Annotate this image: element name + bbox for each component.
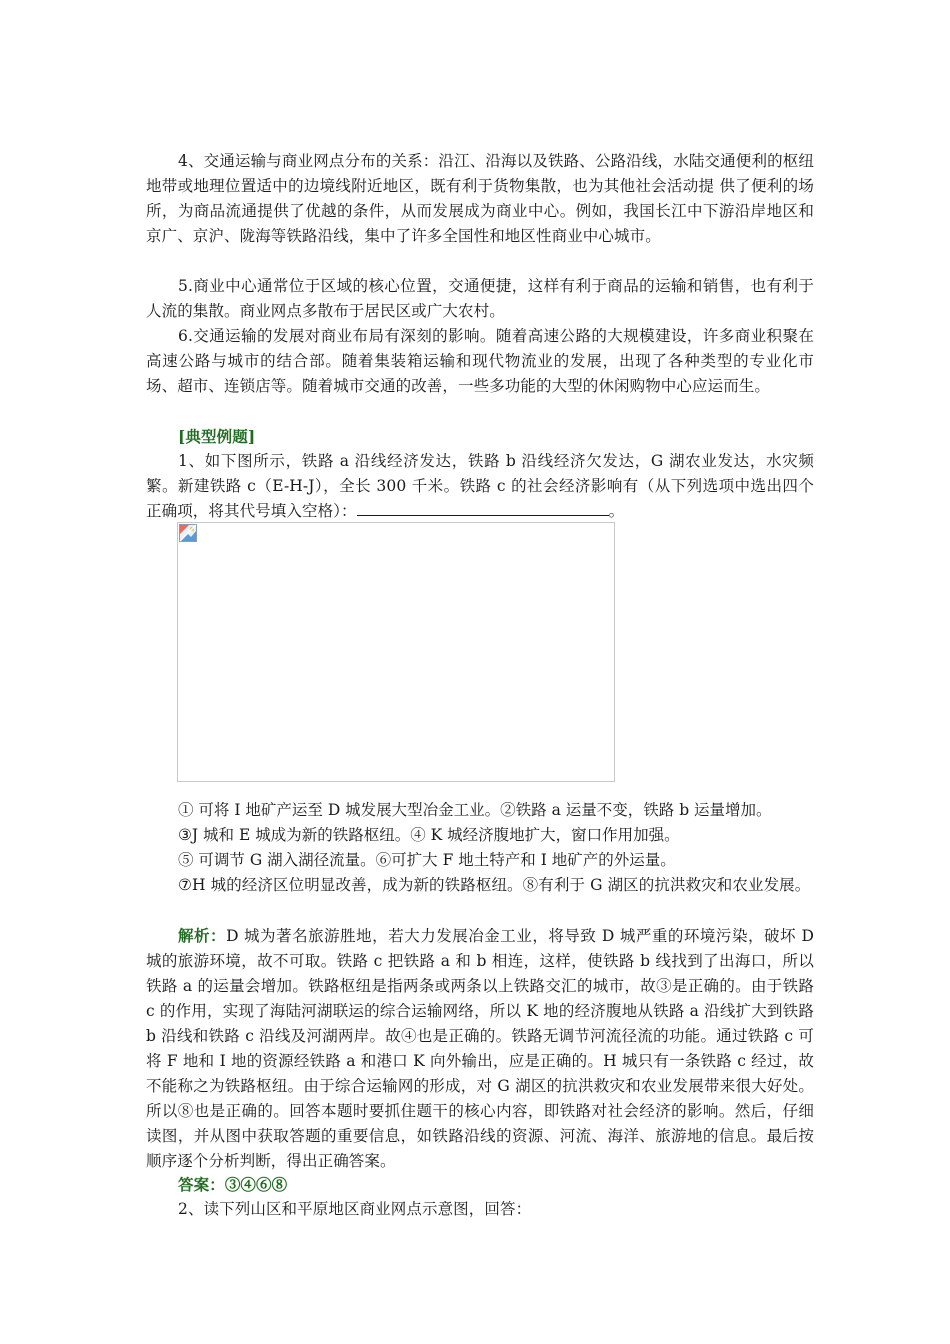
section-heading: [典型例题]: [178, 427, 256, 446]
option-line-3: ⑤ 可调节 G 湖入湖径流量。⑥可扩大 F 地土特产和 I 地矿产的外运量。: [178, 851, 676, 869]
answer-line: [146, 1172, 814, 1198]
figure-image-placeholder: [177, 522, 615, 782]
answer-label: 答案：: [178, 1175, 225, 1194]
answer-blank: [357, 501, 609, 516]
question-2-text: 2、读下列山区和平原地区商业网点示意图，回答：: [178, 1200, 532, 1218]
broken-image-icon: [179, 524, 197, 542]
analysis-text: D 城为著名旅游胜地，若大力发展冶金工业，将导致 D 城严重的环境污染，破坏 D 城的旅游环境，故不可取。铁路 c 把铁路 a 和 b 相连，这样，使铁路 b 线找到了出海口，所以铁路 a 的运量会增加。铁路枢纽是指两条或两条以上铁路交汇的城市，故③是正确的。由于铁路 c 的作用，实现了海陆河湖联运的综合运输网络，所以 K 地的经济腹地从铁路 a 沿线扩大到铁路 b 沿线和铁路 c 沿线及河湖两岸。故④也是正确的。铁路无调节河流径流的功能。通过铁路 c 可将 F 地和 I 地的资源经铁路 a 和港口 K 向外输出，应是正确的。H 城只有一条铁路 c 经过，故不能称之为铁路枢纽。由于综合运输网的形成，对 G 湖区的抗洪救灾和农业发展带来很大好处。所以⑧也是正确的。回答本题时要抓住题干的核心内容，即铁路对社会经济的影响。然后，仔细读图，并从图中获取答题的重要信息，如铁路沿线的资源、河流、海洋、旅游地的信息。最后按顺序逐个分析判断，得出正确答案。: [146, 927, 814, 1170]
paragraph-4: 4、交通运输与商业网点分布的关系：沿江、沿海以及铁路、公路沿线，水陆交通便利的枢纽地带或地理位置适中的边境线附近地区，既有利于货物集散，也为其他社会活动提 供了便利的场所，为商品流通提供了优越的条件，从而发展成为商业中心。例如，我国长江中下游沿岸地区和京广、京沪、陇海等铁路沿线，集中了许多全国性和地区性商业中心城市。: [146, 152, 814, 245]
paragraph-6: 6.交通运输的发展对商业布局有深刻的影响。随着高速公路的大规模建设，许多商业积聚在高速公路与城市的结合部。随着集装箱运输和现代物流业的发展，出现了各种类型的专业化市场、超市、连锁店等。随着城市交通的改善，一些多功能的大型的休闲购物中心应运而生。: [146, 327, 814, 395]
question-1-text: [146, 449, 814, 524]
question-1-end: 。: [608, 502, 625, 520]
option-line-1: ① 可将 I 地矿产运至 D 城发展大型冶金工业。②铁路 a 运量不变，铁路 b 运量增加。: [178, 801, 772, 819]
option-line-4: ⑦H 城的经济区位明显改善，成为新的铁路枢纽。⑧有利于 G 湖区的抗洪救灾和农业发展。: [178, 876, 811, 894]
answer-value: ③④⑥⑧: [224, 1175, 288, 1194]
paragraph-5: 5.商业中心通常位于区域的核心位置，交通便捷，这样有利于商品的运输和销售，也有利于人流的集散。商业网点多散布于居民区或广大农村。: [146, 277, 814, 320]
analysis-paragraph: [146, 923, 814, 1174]
question-1-stem: 1、如下图所示，铁路 a 沿线经济发达，铁路 b 沿线经济欠发达，G 湖农业发达，水灾频繁。新建铁路 c（E-H-J），全长 300 千米。铁路 c 的社会经济影响有（从下列选项中选出四个正确项，将其代号填入空格）：: [146, 452, 814, 520]
option-line-2: ③J 城和 E 城成为新的铁路枢纽。④ K 城经济腹地扩大，窗口作用加强。: [178, 826, 680, 844]
analysis-label: 解析：: [178, 926, 227, 945]
